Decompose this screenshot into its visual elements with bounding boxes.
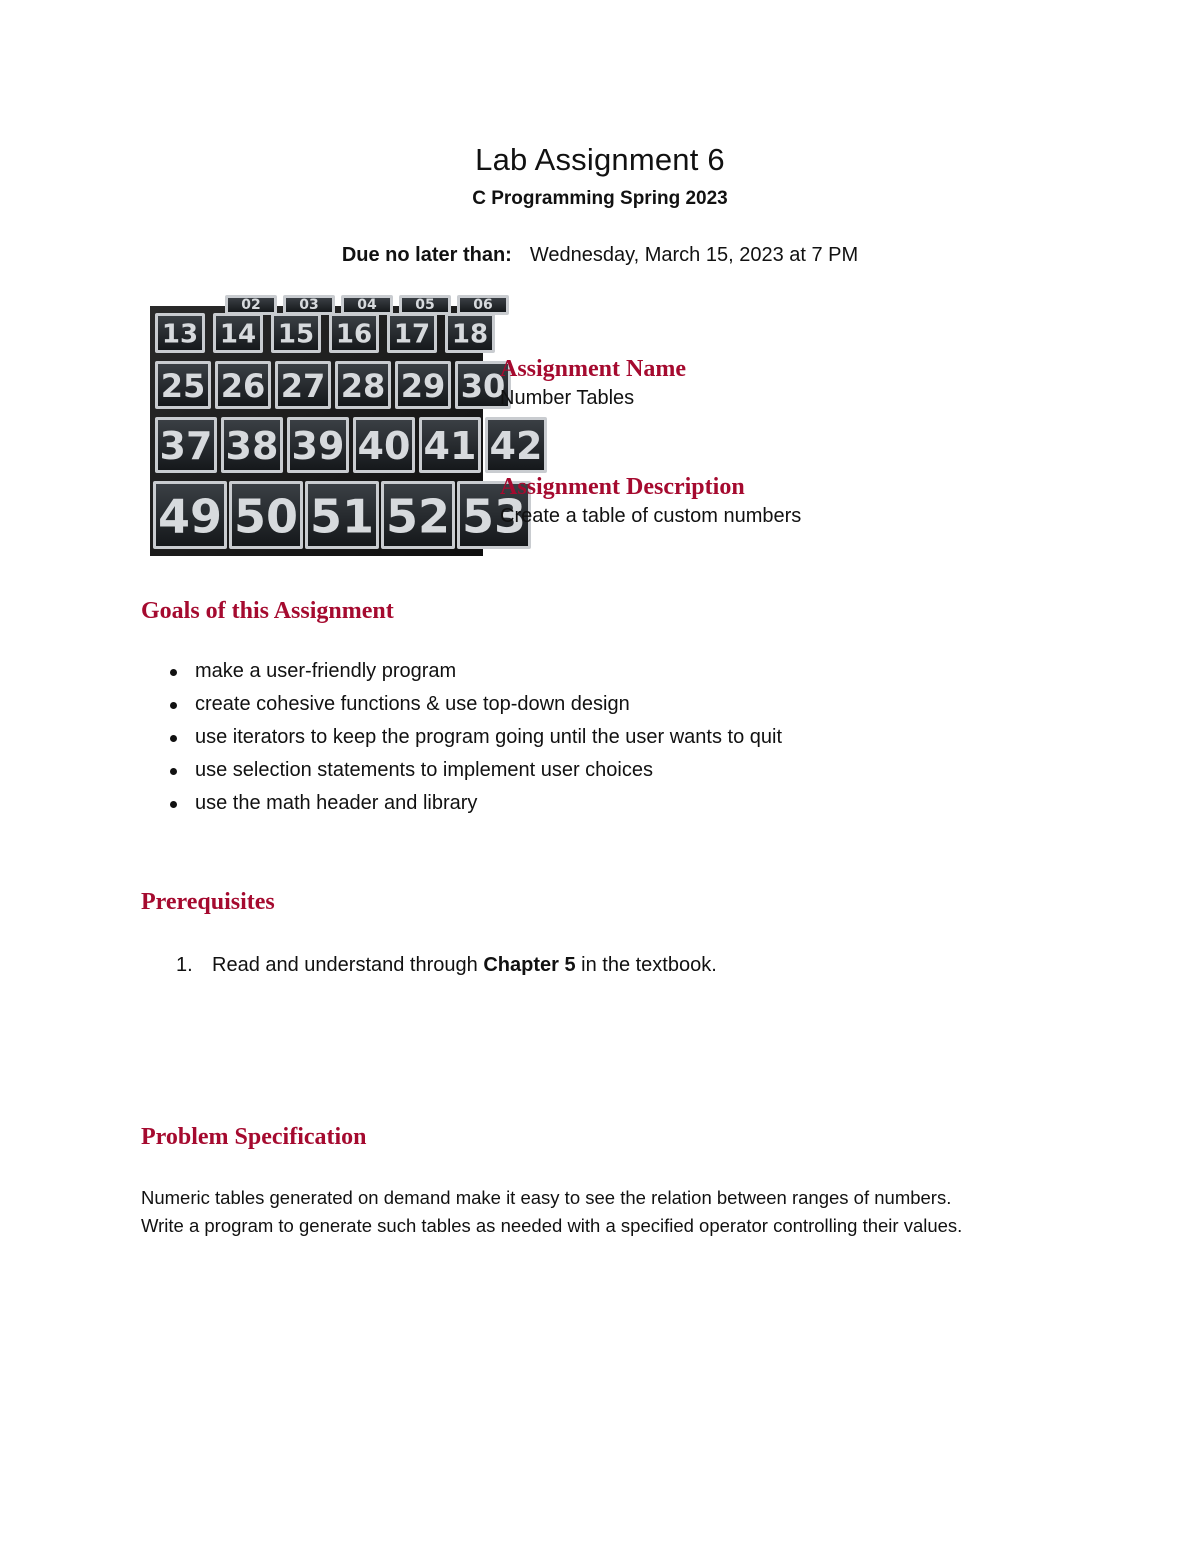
svg-text:30: 30	[460, 366, 506, 405]
svg-text:15: 15	[277, 319, 315, 350]
svg-text:39: 39	[291, 424, 345, 468]
tile-39	[287, 417, 349, 473]
svg-text:51: 51	[309, 489, 375, 544]
svg-text:50: 50	[233, 489, 299, 544]
tile-18	[445, 313, 495, 353]
assignment-name-block	[500, 356, 686, 410]
svg-text:27: 27	[280, 366, 326, 405]
tile-14	[213, 313, 263, 353]
svg-text:04: 04	[357, 296, 377, 313]
svg-text:14: 14	[219, 319, 257, 350]
svg-text:52: 52	[385, 489, 451, 544]
svg-text:38: 38	[225, 424, 279, 468]
assignment-name: Number Tables	[500, 387, 635, 409]
svg-text:13: 13	[161, 319, 199, 350]
tile-top-04	[341, 295, 393, 315]
tile-51	[305, 481, 379, 549]
tile-17	[387, 313, 437, 353]
problem-specification-heading: Problem Specification	[141, 1124, 367, 1150]
tile-top-06	[457, 295, 509, 315]
goals-list	[150, 655, 782, 820]
spec-line-1: Numeric tables generated on demand make it easy to see the relation between ranges of numbers.	[141, 1187, 952, 1208]
bullet-icon	[170, 801, 177, 808]
assignment-description: Create a table of custom numbers	[500, 505, 802, 527]
tile-40	[353, 417, 415, 473]
list-item: use selection statements to implement user choices	[150, 754, 782, 787]
number-board-graphic	[150, 296, 543, 556]
prerequisite-item: 1. Read and understand through Chapter 5 in the textbook.	[176, 954, 717, 976]
tile-29	[395, 361, 451, 409]
due-label: Due no later than:	[341, 244, 512, 266]
svg-text:37: 37	[159, 424, 213, 468]
svg-text:17: 17	[393, 319, 431, 350]
list-item: use iterators to keep the program going until the user wants to quit	[150, 721, 782, 754]
goals-heading: Goals of this Assignment	[141, 598, 394, 624]
svg-text:28: 28	[340, 366, 386, 405]
svg-text:29: 29	[400, 366, 446, 405]
tile-42	[485, 417, 547, 473]
number-board-photo	[150, 296, 543, 556]
list-number: 1.	[176, 954, 193, 976]
prerequisites-heading: Prerequisites	[141, 889, 275, 915]
svg-text:05: 05	[415, 296, 435, 313]
svg-text:53: 53	[461, 489, 527, 544]
svg-text:03: 03	[299, 296, 319, 313]
tile-25	[155, 361, 211, 409]
tile-top-05	[399, 295, 451, 315]
list-item: make a user-friendly program	[150, 655, 782, 688]
list-item: create cohesive functions & use top-down design	[150, 688, 782, 721]
tile-26	[215, 361, 271, 409]
tile-top-02	[225, 295, 277, 315]
svg-text:26: 26	[220, 366, 266, 405]
svg-text:40: 40	[357, 424, 411, 468]
svg-text:49: 49	[157, 489, 223, 544]
tile-49	[153, 481, 227, 549]
assignment-name-heading: Assignment Name	[500, 356, 686, 382]
svg-text:16: 16	[335, 319, 373, 350]
bullet-icon	[170, 669, 177, 676]
list-item: use the math header and library	[150, 787, 782, 820]
svg-text:25: 25	[160, 366, 206, 405]
svg-text:42: 42	[489, 424, 543, 468]
spec-line-2: Write a program to generate such tables as needed with a specified operator controlling their values.	[141, 1215, 963, 1236]
chapter-reference: Chapter 5	[483, 954, 576, 976]
svg-text:02: 02	[241, 296, 261, 313]
due-value: Wednesday, March 15, 2023 at 7 PM	[529, 244, 859, 266]
bullet-icon	[170, 735, 177, 742]
assignment-description-heading: Assignment Description	[500, 474, 745, 500]
tile-37	[155, 417, 217, 473]
tile-16	[329, 313, 379, 353]
svg-text:18: 18	[451, 319, 489, 350]
tile-27	[275, 361, 331, 409]
tile-13	[155, 313, 205, 353]
tile-top-03	[283, 295, 335, 315]
svg-text:06: 06	[473, 296, 493, 313]
tile-15	[271, 313, 321, 353]
bullet-icon	[170, 768, 177, 775]
svg-text:41: 41	[423, 424, 477, 468]
due-date-line	[0, 244, 1200, 267]
page-title: Lab Assignment 6	[475, 142, 725, 177]
tile-50	[229, 481, 303, 549]
tile-38	[221, 417, 283, 473]
assignment-description-block	[500, 474, 801, 528]
problem-specification-text	[141, 1184, 1141, 1240]
tile-28	[335, 361, 391, 409]
course-subtitle: C Programming Spring 2023	[472, 188, 728, 209]
bullet-icon	[170, 702, 177, 709]
tile-41	[419, 417, 481, 473]
tile-52	[381, 481, 455, 549]
